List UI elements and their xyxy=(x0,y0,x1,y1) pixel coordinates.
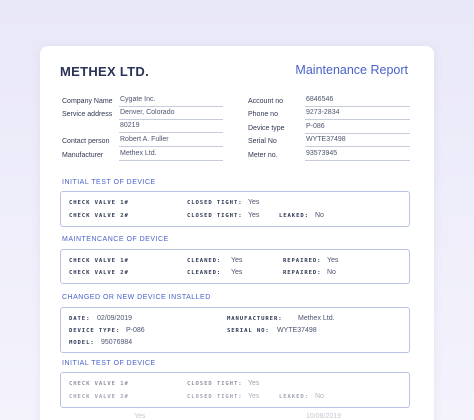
date-label: DATE: xyxy=(69,316,91,322)
check-valve-1-label: CHECK VALVE 1# xyxy=(69,381,129,387)
maintenance-report-card xyxy=(40,46,434,420)
model-value: 95076984 xyxy=(101,339,133,346)
info-value: 80219 xyxy=(119,122,223,133)
initial-test-box xyxy=(60,191,410,227)
cleaned-1-value: Yes xyxy=(231,257,243,264)
section-title-maintenance: MAINTENCANCE OF DEVICE xyxy=(62,236,169,243)
info-label: Account no xyxy=(248,98,284,105)
info-label: Device type xyxy=(248,125,285,132)
info-label: Manufacturer xyxy=(62,152,104,159)
device-type-label: DEVICE TYPE: xyxy=(69,328,121,334)
info-value: WYTE37498 xyxy=(305,136,410,147)
closed-tight-1-label: CLOSED TIGHT: xyxy=(187,381,243,387)
info-label: Company Name xyxy=(62,98,113,105)
closed-tight-2-label: CLOSED TIGHT: xyxy=(187,213,243,219)
closed-tight-2-value: Yes xyxy=(248,212,260,219)
info-label: Meter no. xyxy=(248,152,278,159)
leaked-value: No xyxy=(315,393,324,400)
check-valve-2-label: CHECK VALVE 2# xyxy=(69,270,129,276)
info-value: Denver, Colorado xyxy=(119,109,223,120)
leaked-label: LEAKED: xyxy=(279,213,309,219)
section-title-changed-device: CHANGED OR NEW DEVICE INSTALLED xyxy=(62,294,211,301)
check-valve-1-label: CHECK VALVE 1# xyxy=(69,258,129,264)
repaired-1-value: Yes xyxy=(327,257,339,264)
closed-tight-1-value: Yes xyxy=(248,199,260,206)
section-title-initial-test: INITIAL TEST OF DEVICE xyxy=(62,179,156,186)
closed-tight-1-label: CLOSED TIGHT: xyxy=(187,200,243,206)
info-value: Robert A. Fuller xyxy=(119,136,223,147)
info-value: Cygate Inc. xyxy=(119,96,223,107)
info-value: 93573945 xyxy=(305,150,410,161)
footer-partial-left-value: Yes xyxy=(134,413,146,420)
serial-value: WYTE37498 xyxy=(277,327,317,334)
initial-test-box-2 xyxy=(60,372,410,408)
closed-tight-2-value: Yes xyxy=(248,393,260,400)
manufacturer-value: Methex Ltd. xyxy=(298,315,335,322)
date-value: 02/09/2019 xyxy=(97,315,133,322)
info-label: Phone no xyxy=(248,111,278,118)
info-value: 6846546 xyxy=(305,96,410,107)
cleaned-2-value: Yes xyxy=(231,269,243,276)
closed-tight-2-label: CLOSED TIGHT: xyxy=(187,394,243,400)
model-label: MODEL: xyxy=(69,340,95,346)
cleaned-2-label: CLEANED: xyxy=(187,270,222,276)
info-left xyxy=(62,96,227,166)
closed-tight-1-value: Yes xyxy=(248,380,260,387)
info-value: P-086 xyxy=(305,123,410,134)
repaired-2-value: No xyxy=(327,269,336,276)
device-type-value: P-086 xyxy=(126,327,145,334)
manufacturer-label: MANUFACTURER: xyxy=(227,316,283,322)
report-title: Maintenance Report xyxy=(295,63,408,77)
check-valve-2-label: CHECK VALVE 2# xyxy=(69,394,129,400)
maintenance-box xyxy=(60,249,410,284)
cleaned-1-label: CLEANED: xyxy=(187,258,222,264)
info-label: Service address xyxy=(62,111,113,118)
repaired-2-label: REPAIRED: xyxy=(283,270,322,276)
repaired-1-label: REPAIRED: xyxy=(283,258,322,264)
company-brand: METHEX LTD. xyxy=(60,64,149,79)
serial-label: SERIAL NO: xyxy=(227,328,270,334)
leaked-label: LEAKED: xyxy=(279,394,309,400)
check-valve-2-label: CHECK VALVE 2# xyxy=(69,213,129,219)
info-value: Methex Ltd. xyxy=(119,150,223,161)
info-value: 9273-2834 xyxy=(305,109,410,120)
footer-partial-right-value: 10/08/2019 xyxy=(306,413,342,420)
leaked-value: No xyxy=(315,212,324,219)
info-right xyxy=(248,96,412,166)
section-title-initial-test-2: INITIAL TEST OF DEVICE xyxy=(62,360,156,367)
info-label: Contact person xyxy=(62,138,110,145)
check-valve-1-label: CHECK VALVE 1# xyxy=(69,200,129,206)
info-label: Serial No xyxy=(248,138,277,145)
changed-device-box xyxy=(60,307,410,353)
